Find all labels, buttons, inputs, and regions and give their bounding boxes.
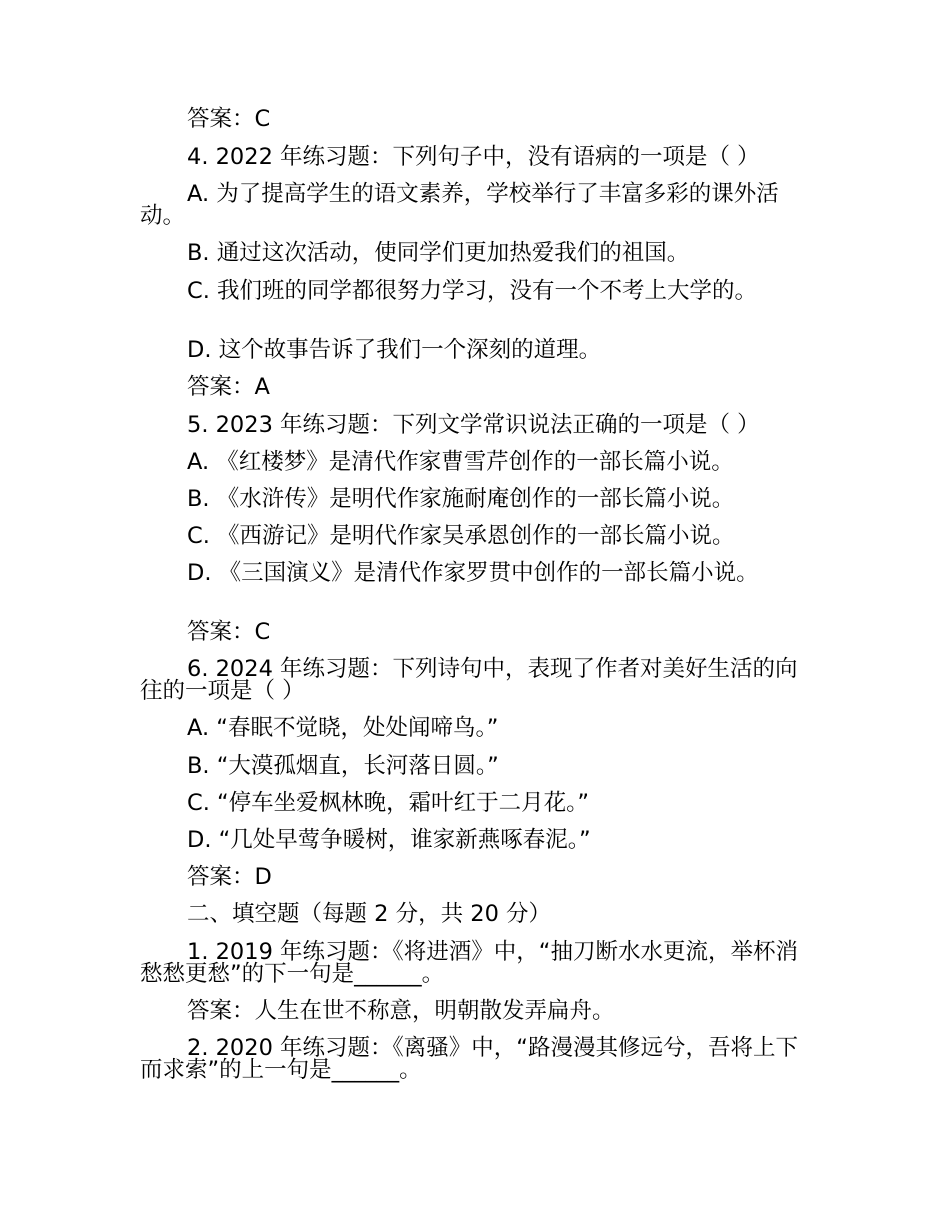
answer-text: 答案：D (187, 864, 272, 890)
section-heading-text: 二、填空题（每题 2 分，共 20 分） (187, 901, 552, 927)
option-text: B. 《水浒传》是明代作家施耐庵创作的一部长篇小说。 (187, 486, 735, 512)
option-text: D. “几处早莺争暖树，谁家新燕啄春泥。” (187, 827, 591, 853)
option-text: A. “春眠不觉晓，处处闻啼鸟。” (187, 715, 499, 741)
question-line (140, 941, 810, 985)
option-text: C. 《西游记》是明代作家吴承恩创作的一部长篇小说。 (187, 523, 735, 549)
option-line (140, 525, 810, 547)
question-line (140, 146, 810, 168)
answer-line (140, 108, 810, 130)
question-text: 4. 2022 年练习题：下列句子中，没有语病的一项是（ ） (187, 144, 760, 170)
answer-text: 答案：C (187, 106, 271, 132)
option-line (140, 339, 810, 361)
question-text: 6. 2024 年练习题：下列诗句中，表现了作者对美好生活的向往的一项是（ ） (140, 656, 798, 704)
answer-text: 答案：人生在世不称意，明朝散发弄扁舟。 (187, 998, 615, 1024)
answer-text: 答案：C (187, 619, 271, 645)
option-text: D. 《三国演义》是清代作家罗贯中创作的一部长篇小说。 (187, 560, 759, 586)
option-line (140, 792, 810, 814)
option-text: C. 我们班的同学都很努力学习，没有一个不考上大学的。 (187, 278, 758, 304)
option-line (140, 451, 810, 473)
option-text: B. “大漠孤烟直，长河落日圆。” (187, 753, 499, 779)
answer-line (140, 866, 810, 888)
option-text: A. 《红楼梦》是清代作家曹雪芹创作的一部长篇小说。 (187, 449, 734, 475)
option-text: B. 通过这次活动，使同学们更加热爱我们的祖国。 (187, 240, 690, 266)
answer-line (140, 376, 810, 398)
option-line (140, 183, 810, 227)
option-text: C. “停车坐爱枫林晚，霜叶红于二月花。” (187, 790, 590, 816)
option-line (140, 242, 810, 264)
question-line (140, 1037, 810, 1081)
question-text: 1. 2019 年练习题：《将进酒》中，“抽刀断水水更流，举杯消愁愁更愁”的下一句是______。 (140, 939, 798, 987)
option-line (140, 755, 810, 777)
option-line (140, 829, 810, 851)
question-line (140, 414, 810, 436)
option-line (140, 488, 810, 510)
answer-line (140, 1000, 810, 1022)
option-text: D. 这个故事告诉了我们一个深刻的道理。 (187, 337, 602, 363)
answer-text: 答案：A (187, 374, 270, 400)
option-line (140, 562, 810, 584)
question-text: 2. 2020 年练习题：《离骚》中，“路漫漫其修远兮，吾将上下而求索”的上一句是______。 (140, 1035, 798, 1083)
question-line (140, 658, 810, 702)
option-line (140, 280, 810, 302)
question-text: 5. 2023 年练习题：下列文学常识说法正确的一项是（ ） (187, 412, 760, 438)
section-heading (140, 903, 810, 925)
option-text: A. 为了提高学生的语文素养，学校举行了丰富多彩的课外活动。 (140, 181, 779, 229)
answer-line (140, 621, 810, 643)
option-line (140, 717, 810, 739)
